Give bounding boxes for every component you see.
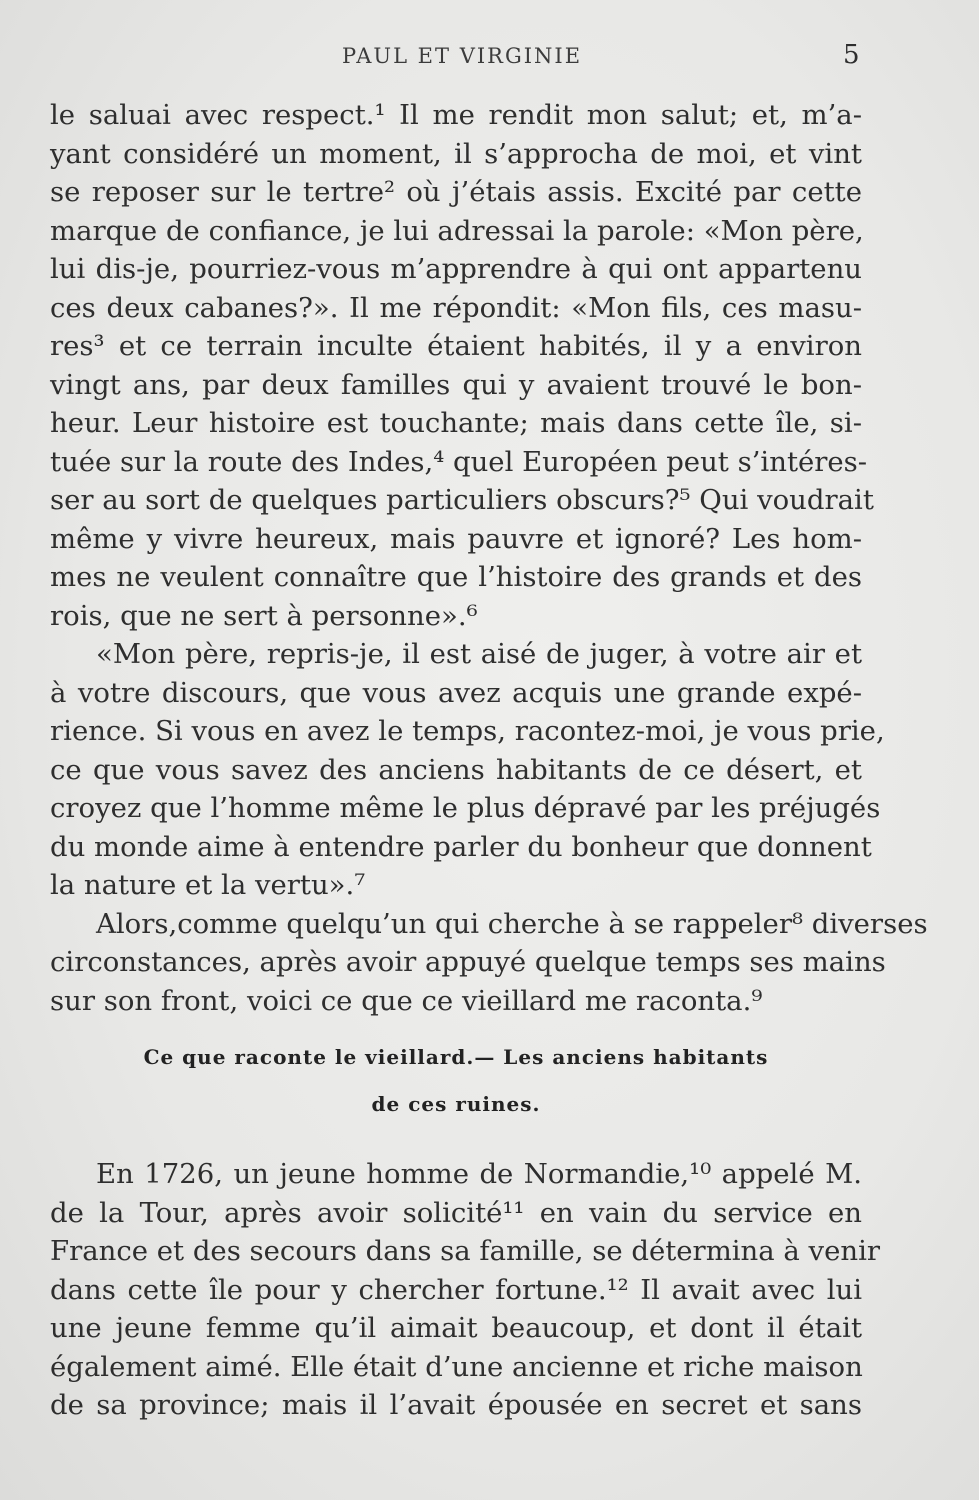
text-line: Alors,comme quelqu’un qui cherche à se rappeler⁸ diverses [96,907,928,940]
page-number: 5 [843,40,860,70]
text-line: res³ et ce terrain inculte étaient habités, il y a environ [50,330,862,362]
text-line: également aimé. Elle était d’une ancienne et riche maison [50,1350,863,1383]
text-line: heur. Leur histoire est touchante; mais dans cette île, si- [50,407,862,439]
text-line: vingt ans, par deux familles qui y avaient trouvé le bon- [50,368,862,401]
text-line: circonstances, après avoir appuyé quelque temps ses mains [50,946,886,978]
text-line: yant considéré un moment, il s’approcha de moi, et vint [50,137,862,170]
text-line: «Mon père, repris-je, il est aisé de juger, à votre air et [96,638,862,670]
text-line: dans cette île pour y chercher fortune.¹² Il avait avec lui [50,1273,862,1306]
text-line: une jeune femme qu’il aimait beaucoup, et dont il était [50,1312,862,1344]
text-line: du monde aime à entendre parler du bonheur que donnent [50,830,872,863]
text-line: En 1726, un jeune homme de Normandie,¹⁰ appelé M. [96,1158,862,1190]
running-title: PAUL ET VIRGINIE [342,44,583,68]
text-line: ces deux cabanes?». Il me répondit: «Mon fils, ces masu- [50,291,862,324]
text-line: ce que vous savez des anciens habitants de ce désert, et [50,753,862,786]
text-line: tuée sur la route des Indes,⁴ quel Européen peut s’intéres- [50,445,868,478]
text-line: marque de confiance, je lui adressai la parole: «Mon père, [50,214,864,247]
body-text-top [50,96,928,1020]
text-line: rois, que ne sert à personne».⁶ [50,599,478,632]
text-line: même y vivre heureux, mais pauvre et ignoré? Les hom- [50,522,862,555]
text-line: la nature et la vertu».⁷ [50,869,366,901]
text-line: se reposer sur le tertre² où j’étais assis. Excité par cette [50,176,862,208]
section-heading: Ce que raconte le vieillard.— Les anciens habitants [143,1045,769,1069]
text-line: rience. Si vous en avez le temps, racontez-moi, je vous prie, [50,715,885,747]
text-line: croyez que l’homme même le plus dépravé par les préjugés [50,792,881,824]
text-line: France et des secours dans sa famille, se détermina à venir [50,1235,881,1267]
text-line: le saluai avec respect.¹ Il me rendit mon salut; et, m’a- [50,99,862,131]
text-line: de la Tour, après avoir solicité¹¹ en vain du service en [50,1196,862,1229]
text-line: à votre discours, que vous avez acquis une grande expé- [50,676,862,709]
text-line: ser au sort de quelques particuliers obscurs?⁵ Qui voudrait [50,484,874,516]
text-line: lui dis-je, pourriez-vous m’apprendre à qui ont appartenu [50,253,862,285]
text-line: mes ne veulent connaître que l’histoire des grands et des [50,561,862,593]
text-line: sur son front, voici ce que ce vieillard me raconta.⁹ [50,984,763,1017]
text-line: de sa province; mais il l’avait épousée en secret et sans [50,1389,862,1421]
section-heading-continued: de ces ruines. [371,1092,541,1116]
body-text-bottom [50,1155,881,1425]
